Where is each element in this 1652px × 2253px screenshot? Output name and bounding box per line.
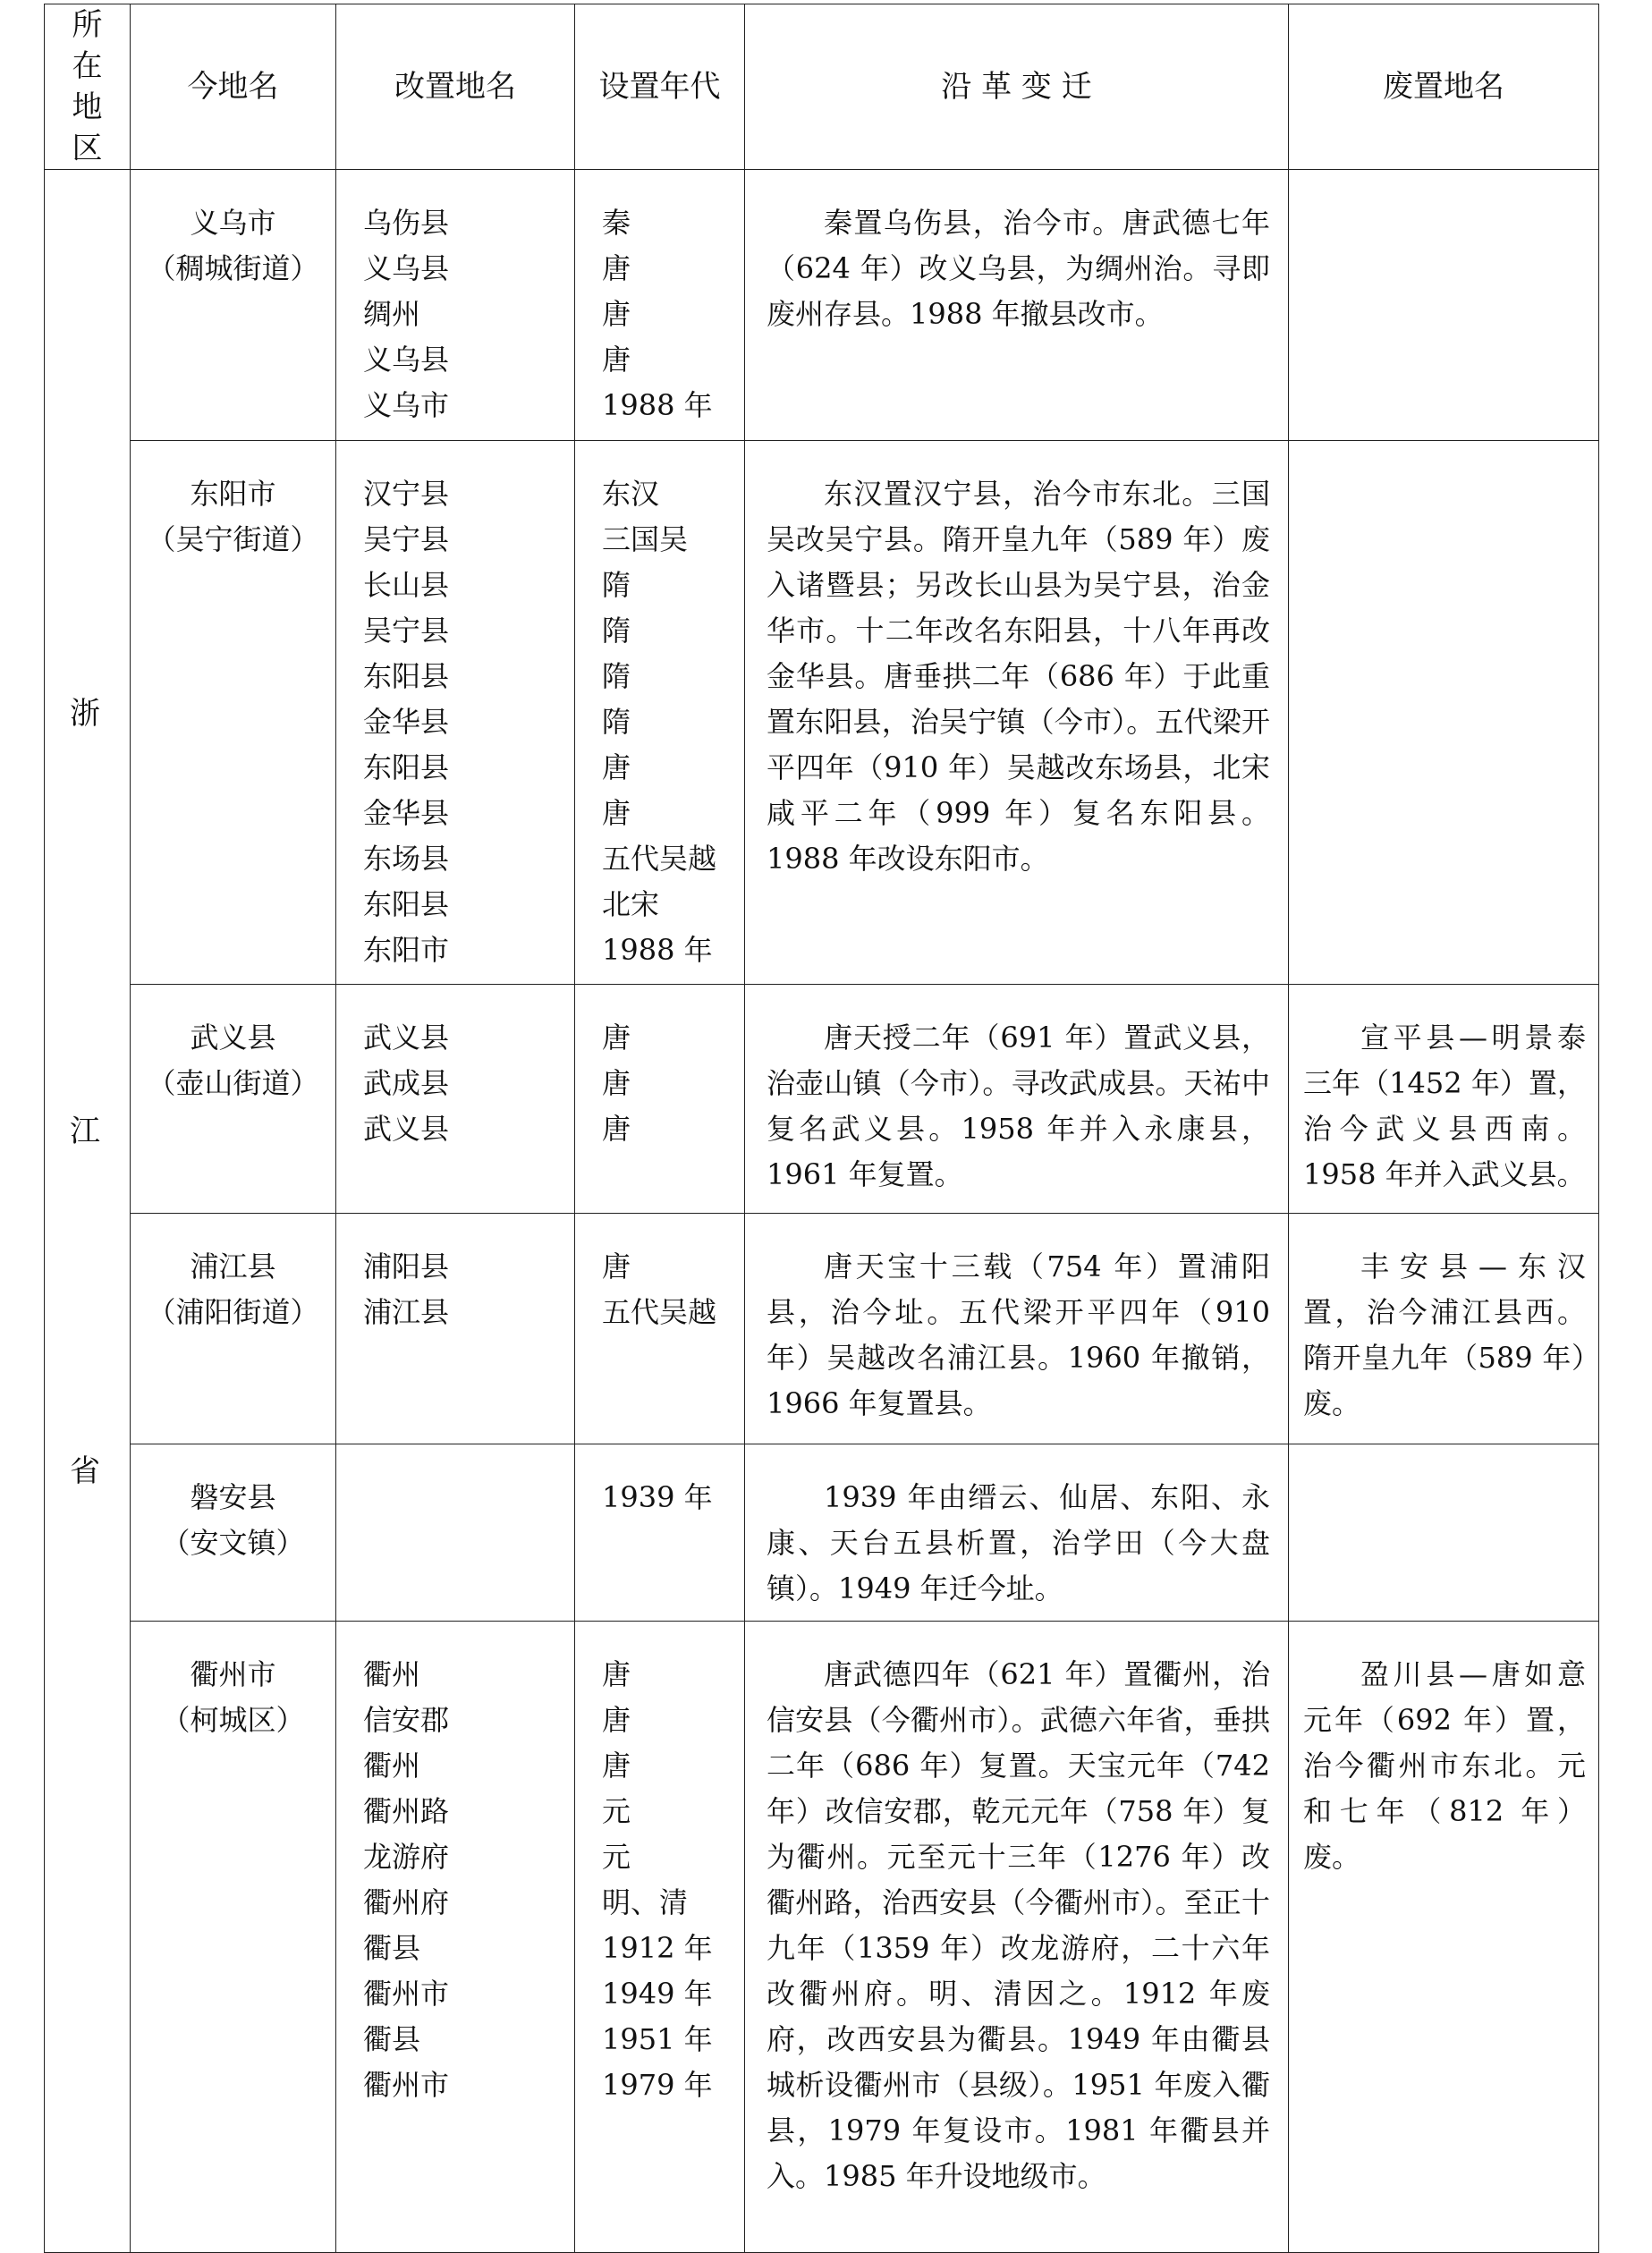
- established-names-cell: [336, 441, 575, 985]
- period: 元: [602, 1840, 631, 1874]
- period: 隋: [602, 659, 631, 693]
- current-name-subdivision: （吴宁街道）: [147, 522, 319, 556]
- period: 五代吴越: [602, 842, 717, 876]
- current-name: 浦江县: [190, 1249, 276, 1283]
- header-abolished: 废置地名: [1289, 4, 1599, 170]
- current-name: 衢州市: [190, 1657, 276, 1691]
- abolished-name-text: [1289, 441, 1599, 985]
- history-text: 秦置乌伤县，治今市。唐武德七年（624 年）改义乌县，为绸州治。寻即废州存县。1988 年撤县改市。: [745, 170, 1289, 441]
- table-row: [45, 1214, 1599, 1444]
- current-name-subdivision: （柯城区）: [161, 1703, 305, 1737]
- period: 唐: [602, 343, 631, 377]
- period: 唐: [602, 1703, 631, 1737]
- history-text: 唐武德四年（621 年）置衢州，治信安县（今衢州市）。武德六年省，垂拱二年（686 年）复置。天宝元年（742 年）改信安郡，乾元元年（758 年）复为衢州。元至元十三年（1276 年）改衢州路，治西安县（今衢州市）。至正十九年（1359 年）改龙游府，二十六年改衢州府。明、清因之。1912 年废府，改西安县为衢县。1949 年由衢县城析设衢州市（县级）。1951 年废入衢县，1979 年复设市。1981 年衢县并入。1985 年升设地级市。: [745, 1622, 1289, 2253]
- period: 秦: [602, 206, 631, 240]
- established-name: 龙游府: [363, 1840, 450, 1874]
- established-name: 东阳县: [363, 659, 450, 693]
- established-name: 义乌县: [363, 343, 450, 377]
- period: 隋: [602, 614, 631, 648]
- period: 元: [602, 1794, 631, 1828]
- current-name-subdivision: （安文镇）: [161, 1526, 305, 1560]
- period-cell: [575, 1622, 745, 2253]
- table-row: [45, 441, 1599, 985]
- abolished-name-text: 丰安县—东汉置，治今浦江县西。隋开皇九年（589 年）废。: [1289, 1214, 1599, 1444]
- current-name-cell: [131, 1444, 336, 1622]
- current-name-cell: [131, 441, 336, 985]
- period: 1912 年: [602, 1931, 713, 1965]
- established-name: 东阳县: [363, 750, 450, 784]
- abolished-name-text: 宣平县—明景泰三年（1452 年）置，治今武义县西南。1958 年并入武义县。: [1289, 985, 1599, 1214]
- period: 唐: [602, 1657, 631, 1691]
- established-name: 武义县: [363, 1021, 450, 1055]
- current-name-cell: [131, 170, 336, 441]
- gazetteer-table: [44, 4, 1599, 2253]
- period: 唐: [602, 1112, 631, 1146]
- period: 隋: [602, 705, 631, 739]
- period: 1949 年: [602, 1977, 713, 2011]
- period-cell: [575, 170, 745, 441]
- established-names-cell: [336, 985, 575, 1214]
- abolished-name-text: 盈川县—唐如意元年（692 年）置，治今衢州市东北。元和七年（812 年）废。: [1289, 1622, 1599, 2253]
- province-cell: [45, 170, 131, 2253]
- period: 唐: [602, 796, 631, 830]
- established-names-cell: [336, 1214, 575, 1444]
- period: 唐: [602, 750, 631, 784]
- history-text: 唐天授二年（691 年）置武义县，治壶山镇（今市）。寻改武成县。天祐中复名武义县。1958 年并入永康县，1961 年复置。: [745, 985, 1289, 1214]
- current-name-cell: [131, 1622, 336, 2253]
- period: 1951 年: [602, 2022, 713, 2056]
- history-text: 1939 年由缙云、仙居、东阳、永康、天台五县析置，治学田（今大盘镇）。1949 年迁今址。: [745, 1444, 1289, 1622]
- established-name: 衢州市: [363, 1977, 450, 2011]
- established-name: 衢州市: [363, 2068, 450, 2102]
- current-name: 磐安县: [190, 1480, 276, 1514]
- current-name-subdivision: （壶山街道）: [147, 1066, 319, 1100]
- current-name-subdivision: （浦阳街道）: [147, 1295, 319, 1329]
- established-name: 绸州: [363, 297, 421, 331]
- period: 隋: [602, 568, 631, 602]
- established-names-cell: [336, 1622, 575, 2253]
- current-name-cell: [131, 1214, 336, 1444]
- established-name: 衢州路: [363, 1794, 450, 1828]
- current-name: 义乌市: [190, 206, 276, 240]
- established-name: 金华县: [363, 796, 450, 830]
- established-name: 衢县: [363, 2022, 421, 2056]
- period: 三国吴: [602, 522, 689, 556]
- province-char: 江: [70, 1114, 100, 1149]
- period-cell: [575, 1214, 745, 1444]
- abolished-name-text: [1289, 1444, 1599, 1622]
- established-name: 乌伤县: [363, 206, 450, 240]
- period: 东汉: [602, 477, 660, 511]
- period: 五代吴越: [602, 1295, 717, 1329]
- header-period: 设置年代: [575, 4, 745, 170]
- province-char: 省: [70, 1453, 100, 1489]
- header-history: 沿 革 变 迁: [745, 4, 1289, 170]
- current-name-cell: [131, 985, 336, 1214]
- established-name: 长山县: [363, 568, 450, 602]
- established-name: 衢州: [363, 1657, 421, 1691]
- current-name: 东阳市: [190, 477, 276, 511]
- table-row: [45, 1444, 1599, 1622]
- period: 1988 年: [602, 933, 713, 967]
- established-name: 信安郡: [363, 1703, 450, 1737]
- established-name: 吴宁县: [363, 522, 450, 556]
- established-name: 武义县: [363, 1112, 450, 1146]
- established-name: 汉宁县: [363, 477, 450, 511]
- history-text: 唐天宝十三载（754 年）置浦阳县，治今址。五代梁开平四年（910 年）吴越改名浦江县。1960 年撤销，1966 年复置县。: [745, 1214, 1289, 1444]
- header-established-names: 改置地名: [336, 4, 575, 170]
- period-cell: [575, 1444, 745, 1622]
- established-name: 东阳市: [363, 933, 450, 967]
- established-name: 衢县: [363, 1931, 421, 1965]
- period: 唐: [602, 1249, 631, 1283]
- established-name: 浦江县: [363, 1295, 450, 1329]
- province-char: 浙: [70, 696, 100, 732]
- established-name: 义乌县: [363, 251, 450, 285]
- header-row: [45, 4, 1599, 170]
- established-name: 衢州: [363, 1749, 421, 1783]
- established-name: 东阳县: [363, 887, 450, 921]
- established-name: 东场县: [363, 842, 450, 876]
- period-cell: [575, 441, 745, 985]
- table-body: [45, 170, 1599, 2253]
- period-cell: [575, 985, 745, 1214]
- established-name: 浦阳县: [363, 1249, 450, 1283]
- table-row: [45, 170, 1599, 441]
- established-names-cell: [336, 1444, 575, 1622]
- period: 唐: [602, 1749, 631, 1783]
- established-name: 衢州府: [363, 1885, 450, 1919]
- header-region: 所在地区: [45, 4, 131, 170]
- header-current-name: 今地名: [131, 4, 336, 170]
- established-name: 吴宁县: [363, 614, 450, 648]
- period: 唐: [602, 1021, 631, 1055]
- current-name-subdivision: （稠城街道）: [147, 251, 319, 285]
- period: 1979 年: [602, 2068, 713, 2102]
- established-names-cell: [336, 170, 575, 441]
- period: 唐: [602, 251, 631, 285]
- table-row: [45, 985, 1599, 1214]
- period: 1988 年: [602, 388, 713, 422]
- period: 1939 年: [602, 1480, 713, 1514]
- period: 北宋: [602, 887, 660, 921]
- history-text: 东汉置汉宁县，治今市东北。三国吴改吴宁县。隋开皇九年（589 年）废入诸暨县；另改长山县为吴宁县，治金华市。十二年改名东阳县，十八年再改金华县。唐垂拱二年（686 年）于此重置东阳县，治吴宁镇（今市）。五代梁开平四年（910 年）吴越改东场县，北宋咸平二年（999 年）复名东阳县。1988 年改设东阳市。: [745, 441, 1289, 985]
- period: 唐: [602, 1066, 631, 1100]
- current-name: 武义县: [190, 1021, 276, 1055]
- table-row: [45, 1622, 1599, 2253]
- established-name: 金华县: [363, 705, 450, 739]
- established-name: 武成县: [363, 1066, 450, 1100]
- period: 唐: [602, 297, 631, 331]
- abolished-name-text: [1289, 170, 1599, 441]
- established-name: 义乌市: [363, 388, 450, 422]
- period: 明、清: [602, 1885, 689, 1919]
